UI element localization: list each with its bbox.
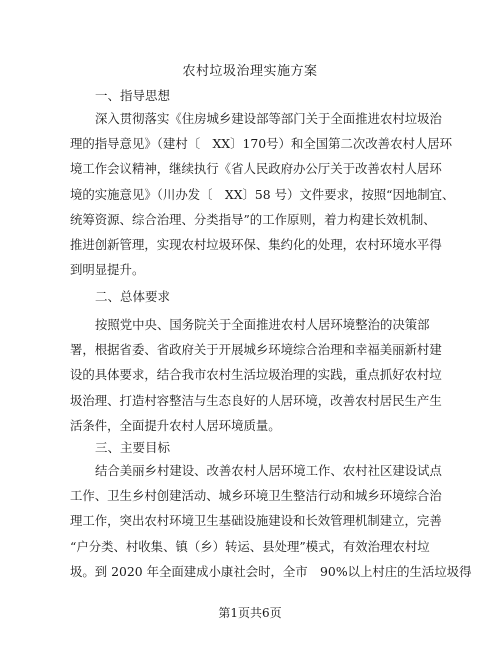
- paragraph-line: 到明显提升。: [70, 262, 145, 278]
- paragraph-line: 理的指导意见》（建村〔 XX〕170号）和全国第二次改善农村人居环: [70, 136, 453, 152]
- paragraph-line: 推进创新管理，实现农村垃圾环保、集约化的处理，农村环境水平得: [70, 236, 442, 252]
- paragraph-line: 统筹资源、综合治理、分类指导”的工作原则，着力构建长效机制、: [70, 211, 436, 227]
- paragraph-line: 圾。到 2020 年全面建成小康社会时，全市 90%以上村庄的生活垃圾得: [70, 563, 472, 579]
- paragraph-line: 按照党中央、国务院关于全面推进农村人居环境整治的决策部: [95, 317, 430, 332]
- paragraph-line: 活条件，全面提升农村人居环境质量。: [70, 417, 281, 433]
- paragraph-line: 圾治理、打造村容整洁与生态良好的人居环境，改善农村居民生产生: [70, 392, 442, 408]
- section-body-guiding-ideology: [70, 106, 455, 282]
- page-footer: 第1页共6页: [218, 606, 282, 620]
- paragraph-line: 境工作会议精神，继续执行《省人民政府办公厅关于改善农村人居环: [70, 161, 442, 177]
- paragraph-line: 设的具体要求，结合我市农村生活垃圾治理的实践，重点抓好农村垃: [70, 367, 442, 383]
- paragraph-line: 署，根据省委、省政府关于开展城乡环境综合治理和幸福美丽新村建: [70, 342, 442, 358]
- document-title: 农村垃圾治理实施方案: [182, 64, 318, 79]
- paragraph-line: 结合美丽乡村建设、改善农村人居环境工作、农村社区建设试点: [95, 463, 442, 478]
- section-body-general-requirements: [70, 312, 442, 438]
- section-heading-main-goals: 三、主要目标: [95, 440, 171, 455]
- section-heading-guiding-ideology: 一、指导思想: [95, 88, 171, 103]
- paragraph-line: 工作、卫生乡村创建活动、城乡环境卫生整洁行动和城乡环境综合治: [70, 488, 442, 504]
- section-heading-general-requirements: 二、总体要求: [95, 289, 171, 304]
- paragraph-line: 境的实施意见》（川办发〔 XX〕58 号）文件要求，按照“因地制宜、: [70, 186, 455, 202]
- paragraph-line: “户分类、村收集、镇（乡）转运、县处理”模式，有效治理农村垃: [70, 538, 430, 554]
- paragraph-line: 理工作，突出农村环境卫生基础设施建设和长效管理机制建立，完善: [70, 513, 442, 529]
- paragraph-line: 深入贯彻落实《住房城乡建设部等部门关于全面推进农村垃圾治: [95, 111, 442, 126]
- section-body-main-goals: [70, 458, 472, 584]
